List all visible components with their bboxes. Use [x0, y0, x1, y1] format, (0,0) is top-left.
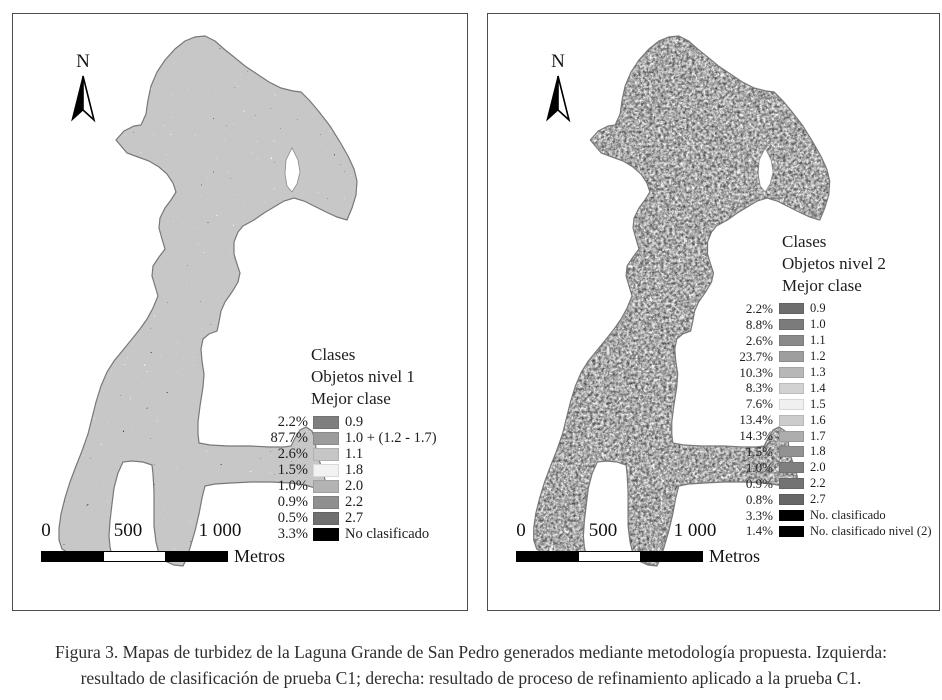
legend-swatch [779, 383, 804, 394]
legend-entry [725, 333, 931, 349]
legend-entry [725, 460, 931, 476]
scalebar-tick-500: 500 [113, 520, 143, 541]
north-label: N [76, 51, 90, 72]
legend-percent: 3.3% [277, 525, 308, 542]
legend-class-label: 1.5 [810, 396, 826, 411]
legend-class-label: 1.0 [810, 317, 826, 332]
north-label: N [551, 51, 565, 72]
legend-class-label: 1.7 [810, 428, 826, 443]
legend-swatch [779, 431, 804, 442]
legend-swatch [313, 480, 339, 493]
legend-entry [725, 428, 931, 444]
legend-percent: 87.7% [270, 429, 308, 446]
scalebar-ticks [41, 520, 321, 544]
legend-swatch [779, 446, 804, 457]
legend-class-label: No. clasificado [810, 508, 886, 523]
figure-caption [0, 639, 942, 691]
north-arrow [534, 52, 582, 126]
legend-percent: 1.0% [277, 477, 308, 494]
legend-entry [725, 301, 931, 317]
legend-class-label: 1.3 [810, 365, 826, 379]
map-panel-left [12, 13, 468, 611]
legend-entry [258, 430, 437, 446]
legend-percent: 1.5% [745, 443, 773, 459]
scalebar-tick-1000: 1 000 [198, 520, 242, 541]
legend-entry [725, 349, 931, 365]
legend-percent: 8.8% [745, 316, 773, 332]
scalebar-tick-500: 500 [588, 520, 618, 541]
legend-class-label: 2.0 [345, 477, 364, 494]
scalebar-tick-0: 0 [516, 520, 526, 541]
legend-title: Clases [782, 232, 827, 251]
legend-percent: 0.9% [745, 475, 773, 491]
legend-entry [725, 444, 931, 460]
legend-entry [725, 476, 931, 492]
legend-class-label: 0.9 [345, 413, 364, 430]
legend-entry [258, 478, 437, 494]
legend-subtitle: Objetos nivel 1 [311, 367, 415, 386]
legend-percent: 0.9% [277, 493, 308, 510]
legend-swatch [779, 367, 804, 378]
legend-class-label: 1.4 [810, 380, 826, 395]
legend-class-label: 1.6 [810, 412, 826, 427]
legend-swatch [779, 415, 804, 426]
legend-class-label: 1.8 [810, 444, 826, 459]
legend-class-label: 1.1 [345, 445, 364, 462]
scalebar-bar [41, 551, 228, 562]
legend-swatch [313, 416, 339, 429]
legend-percent: 0.8% [745, 491, 773, 507]
legend-subtitle2: Mejor clase [782, 276, 862, 295]
legend-swatch [779, 351, 804, 362]
caption-line-2: resultado de clasificación de prueba C1; derecha: resultado de proceso de refinamiento aplicado a la prueba C1. [80, 668, 862, 688]
legend-swatch [313, 496, 339, 509]
legend-class-label: 2.2 [345, 493, 364, 510]
legend-swatch [779, 494, 804, 505]
legend-entry [258, 494, 437, 510]
legend-entry [258, 462, 437, 478]
legend-percent: 2.2% [277, 413, 308, 430]
scalebar-ticks [516, 520, 796, 544]
caption-line-1: Figura 3. Mapas de turbidez de la Laguna Grande de San Pedro generados mediante metodología propuesta. Izquierda: [55, 642, 887, 662]
legend-percent: 13.4% [739, 412, 773, 428]
legend-entry [258, 446, 437, 462]
legend-subtitle2: Mejor clase [311, 389, 391, 408]
legend-percent: 0.5% [277, 509, 308, 526]
scalebar-right [516, 520, 796, 567]
legend-percent: 1.0% [745, 459, 773, 475]
legend-entry [725, 380, 931, 396]
legend-entry [725, 412, 931, 428]
legend-class-label: No clasificado [345, 525, 430, 542]
legend-class-label: No. clasificado nivel (2) [810, 523, 932, 538]
legend-right [725, 231, 931, 539]
legend-class-label: 1.2 [810, 349, 826, 364]
scalebar-tick-0: 0 [41, 520, 51, 541]
legend-entry [725, 492, 931, 508]
legend-percent: 2.6% [745, 332, 773, 348]
legend-class-label: 2.2 [810, 476, 826, 491]
legend-class-label: 1.1 [810, 333, 826, 348]
legend-class-label: 2.7 [345, 509, 364, 526]
legend-left [258, 344, 437, 542]
scalebar-bar [516, 551, 703, 562]
legend-swatch [779, 399, 804, 410]
map-panel-right [487, 13, 940, 611]
legend-percent: 2.6% [277, 445, 308, 462]
legend-percent: 10.3% [739, 364, 773, 380]
legend-percent: 8.3% [745, 380, 773, 396]
legend-swatch [779, 335, 804, 346]
legend-class-label: 1.8 [345, 461, 364, 478]
legend-percent: 1.5% [277, 461, 308, 478]
legend-percent: 3.3% [745, 507, 773, 523]
legend-percent: 23.7% [739, 348, 773, 364]
legend-rows [725, 301, 931, 539]
legend-class-label: 2.7 [810, 492, 826, 507]
legend-percent: 7.6% [745, 396, 773, 412]
legend-swatch [313, 464, 339, 477]
legend-swatch [779, 478, 804, 489]
scalebar-tick-1000: 1 000 [673, 520, 717, 541]
legend-percent: 1.4% [745, 523, 773, 539]
legend-class-label: 1.0 + (1.2 - 1.7) [345, 429, 437, 446]
legend-swatch [313, 432, 339, 445]
legend-class-label: 0.9 [810, 301, 826, 316]
legend-swatch [779, 462, 804, 473]
legend-entry [725, 396, 931, 412]
legend-entry [725, 365, 931, 381]
legend-title: Clases [311, 345, 356, 364]
legend-swatch [779, 303, 804, 314]
scalebar-unit: Metros [234, 546, 285, 566]
legend-percent: 2.2% [745, 300, 773, 316]
legend-subtitle: Objetos nivel 2 [782, 254, 886, 273]
scalebar-left [41, 520, 321, 567]
north-arrow-icon [541, 74, 575, 126]
north-arrow-icon [66, 74, 100, 126]
scalebar-unit: Metros [709, 546, 760, 566]
north-arrow [59, 52, 107, 126]
legend-entry [725, 317, 931, 333]
legend-swatch [313, 448, 339, 461]
legend-class-label: 2.0 [810, 460, 826, 475]
legend-entry [258, 414, 437, 430]
legend-percent: 14.3% [739, 428, 773, 444]
legend-swatch [779, 319, 804, 330]
